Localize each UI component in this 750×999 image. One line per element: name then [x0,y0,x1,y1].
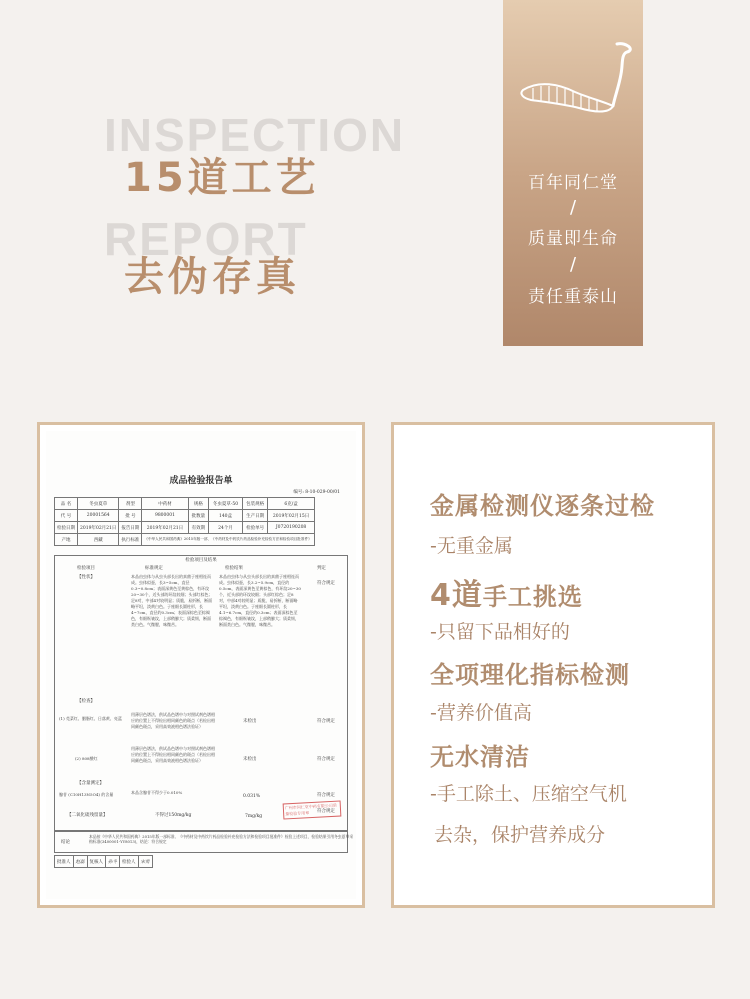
table-cell: 有效期 [188,522,209,534]
table-cell: 西藏 [78,534,119,546]
table-cell: J0720190208 [268,522,314,534]
table-cell: 批数量 [188,510,209,522]
inspection-report-card [37,422,365,908]
table-cell: 生产日期 [242,510,268,522]
table-cell: 中药材 [142,498,188,510]
assay-label: 【含量测定】 [77,781,104,786]
feature-2-subtitle: -只留下品相好的 [430,621,570,643]
report-results-box [54,555,348,831]
check-2-standard: 用薄层色谱法，供试品色谱中与对照试剂色谱相应的位置上不得检出相同颜色的斑点（若检出相同颜色斑点，采用高效液相色谱法验证） [131,746,215,763]
bg-english-inspection: INSPECTION [104,109,406,161]
brand-panel [503,0,643,346]
table-cell: 24个月 [209,522,243,534]
col-header-standard: 标准规定 [145,566,163,571]
table-row [55,534,315,546]
brand-slogan-1: 百年同仁堂 [528,173,618,193]
table-cell: 2019年02月21日 [78,522,119,534]
feature-2-title [430,570,583,614]
feature-4-subtitle-2: 去杂，保护营养成分 [434,824,606,846]
table-cell: 检验单号 [242,522,268,534]
feature-4-title: 无水清洁 [430,743,530,771]
table-row [55,856,153,868]
col-header-item: 检验项目 [77,566,95,571]
table-cell: 冬虫夏草 [78,498,119,510]
feature-1-subtitle: -无重金属 [430,535,513,557]
report-title: 成品检验报告单 [169,476,233,486]
table-row [55,510,315,522]
table-cell: 规格 [188,498,209,510]
assay-item: 腺苷 (C10H13N5O4) 的含量 [59,792,114,797]
headline-authentic: 去伪存真 [124,254,300,300]
report-info-table [54,497,315,546]
so2-item: 【二氧化硫残留量】 [67,813,108,818]
assay-result: 0.031% [243,794,261,799]
table-cell: 执行标准 [119,534,142,546]
feature-2-title-rest: 手工挑选 [482,583,583,611]
trait-verdict: 符合规定 [317,581,335,586]
check-1-result: 未检出 [243,719,257,724]
table-cell: 报告日期 [119,522,142,534]
feature-2-title-big: 4道 [430,578,483,613]
signer-signature: 宋勇 [138,856,152,868]
table-cell: 140盒 [209,510,243,522]
feature-3-title: 全项理化指标检测 [430,661,630,689]
brand-separator-2: / [569,254,577,275]
so2-verdict: 符合规定 [317,809,335,814]
so2-standard: 不得过150mg/kg [155,813,192,818]
table-row [55,498,315,510]
table-row [55,522,315,534]
signer-signature: 孙冬 [106,856,120,868]
signer-signature: 赵磊 [73,856,87,868]
report-section-title: 检验项目及结果 [185,558,217,563]
signer-label: 复核人 [87,856,106,868]
trait-label: 【性状】 [77,575,95,580]
table-cell: 2019年02月21日 [142,522,188,534]
inspection-report-document [46,431,356,899]
signer-label: 批准人 [55,856,74,868]
table-cell: 20001564 [78,510,119,522]
table-cell: 产地 [55,534,78,546]
trait-result: 本品由虫体与从虫头部长出的真菌子座相连而成。虫体似蚕，长3.2~5.9cm，直径约0.5cm，表面深黄色至黄棕色，有环纹20~30个，近头部的环纹较细；头部红棕色；足8对，中部4对较明显；质脆，易折断，断面略平坦，淡黄白色。子座细长圆柱形，长4.1~6.7cm，直径约0.3cm；表面深棕色至棕褐色，有细纵皱纹，上部稍膨大；质柔韧，断面类白色。气微腥，味微苦。 [219,574,301,627]
check-2-item: (2) 808酸红 [75,756,98,761]
assay-standard: 本品含腺苷不得少于0.010% [131,790,183,795]
so2-result: 7mg/kg [245,814,263,819]
bg-english-report: REPORT [104,213,308,265]
brand-separator-1: / [569,197,577,218]
conclusion-text: 本品按《中华人民共和国药典》2015年版一部标准、《中药材及中药饮片药品检验补充检验方法和检验项目批准件》检验上述项目，检验结果引用冬虫夏草采购标准(3400001-YY8013)，结论：符合规定 [89,834,354,845]
trait-standard: 本品由虫体与从虫头部长出的真菌子座相连而成。虫体似蚕，长3~5cm，直径0.3~0.8cm；表面深黄色至黄棕色，有环纹20~30个，近头部的环纹较细；头部红棕色；足8对，中部4对较明显；质脆，易折断，断面略平坦，淡黄白色。子座细长圆柱形，长4~7cm，直径约0.3cm；表面深棕色至棕褐色，有细纵皱纹，上部稍膨大；质柔韧，断面类白色。气微腥，味微苦。 [131,574,213,627]
quality-stamp: 广州市同仁堂中药有限公司质量检验专用章 [283,800,342,819]
headline-15-processes: 15道工艺 [124,155,320,201]
signer-table [54,855,153,868]
report-number: 编号: 8-10-029-00/01 [293,490,340,495]
table-cell: 冬虫夏草-50 [209,498,243,510]
feature-3-subtitle: -营养价值高 [430,702,532,724]
col-header-result: 检验结果 [225,566,243,571]
conclusion-box [54,831,354,853]
check-1-item: (1) 苋菜红、胭脂红、日落黄、亮蓝 [59,716,122,721]
table-cell: 品 名 [55,498,78,510]
check-2-result: 未检出 [243,757,257,762]
check-1-standard: 用薄层色谱法，供试品色谱中与对照试剂色谱相应的位置上不得检出相同颜色的斑点（若检出相同颜色斑点，采用高效液相色谱法验证） [131,712,215,729]
brand-slogan-2: 质量即生命 [528,229,618,249]
signer-label: 检验人 [120,856,139,868]
table-cell: 代 号 [55,510,78,522]
check-1-verdict: 符合规定 [317,719,335,724]
cordyceps-icon [509,30,639,150]
conclusion-label: 结论 [61,840,70,845]
feature-1-title: 金属检测仪逐条过检 [430,492,655,520]
col-header-verdict: 判定 [317,566,326,571]
table-cell: 包装规格 [242,498,268,510]
assay-verdict: 符合规定 [317,793,335,798]
table-cell: 6克/盒 [268,498,314,510]
inspection-label: 【检查】 [77,699,95,704]
table-cell: 2019年02月15日 [268,510,314,522]
table-cell: 检验日期 [55,522,78,534]
feature-4-subtitle: -手工除土、压缩空气机 [430,783,627,805]
table-cell: 9800001 [142,510,188,522]
brand-slogan-3: 责任重泰山 [528,287,618,307]
table-cell: 剂型 [119,498,142,510]
table-cell: 《中华人民共和国药典》2015年版一部、《中药材及中药饮片药品检验补充检验方法和检验项目批准件》 [142,534,314,546]
table-cell: 批 号 [119,510,142,522]
check-2-verdict: 符合规定 [317,757,335,762]
